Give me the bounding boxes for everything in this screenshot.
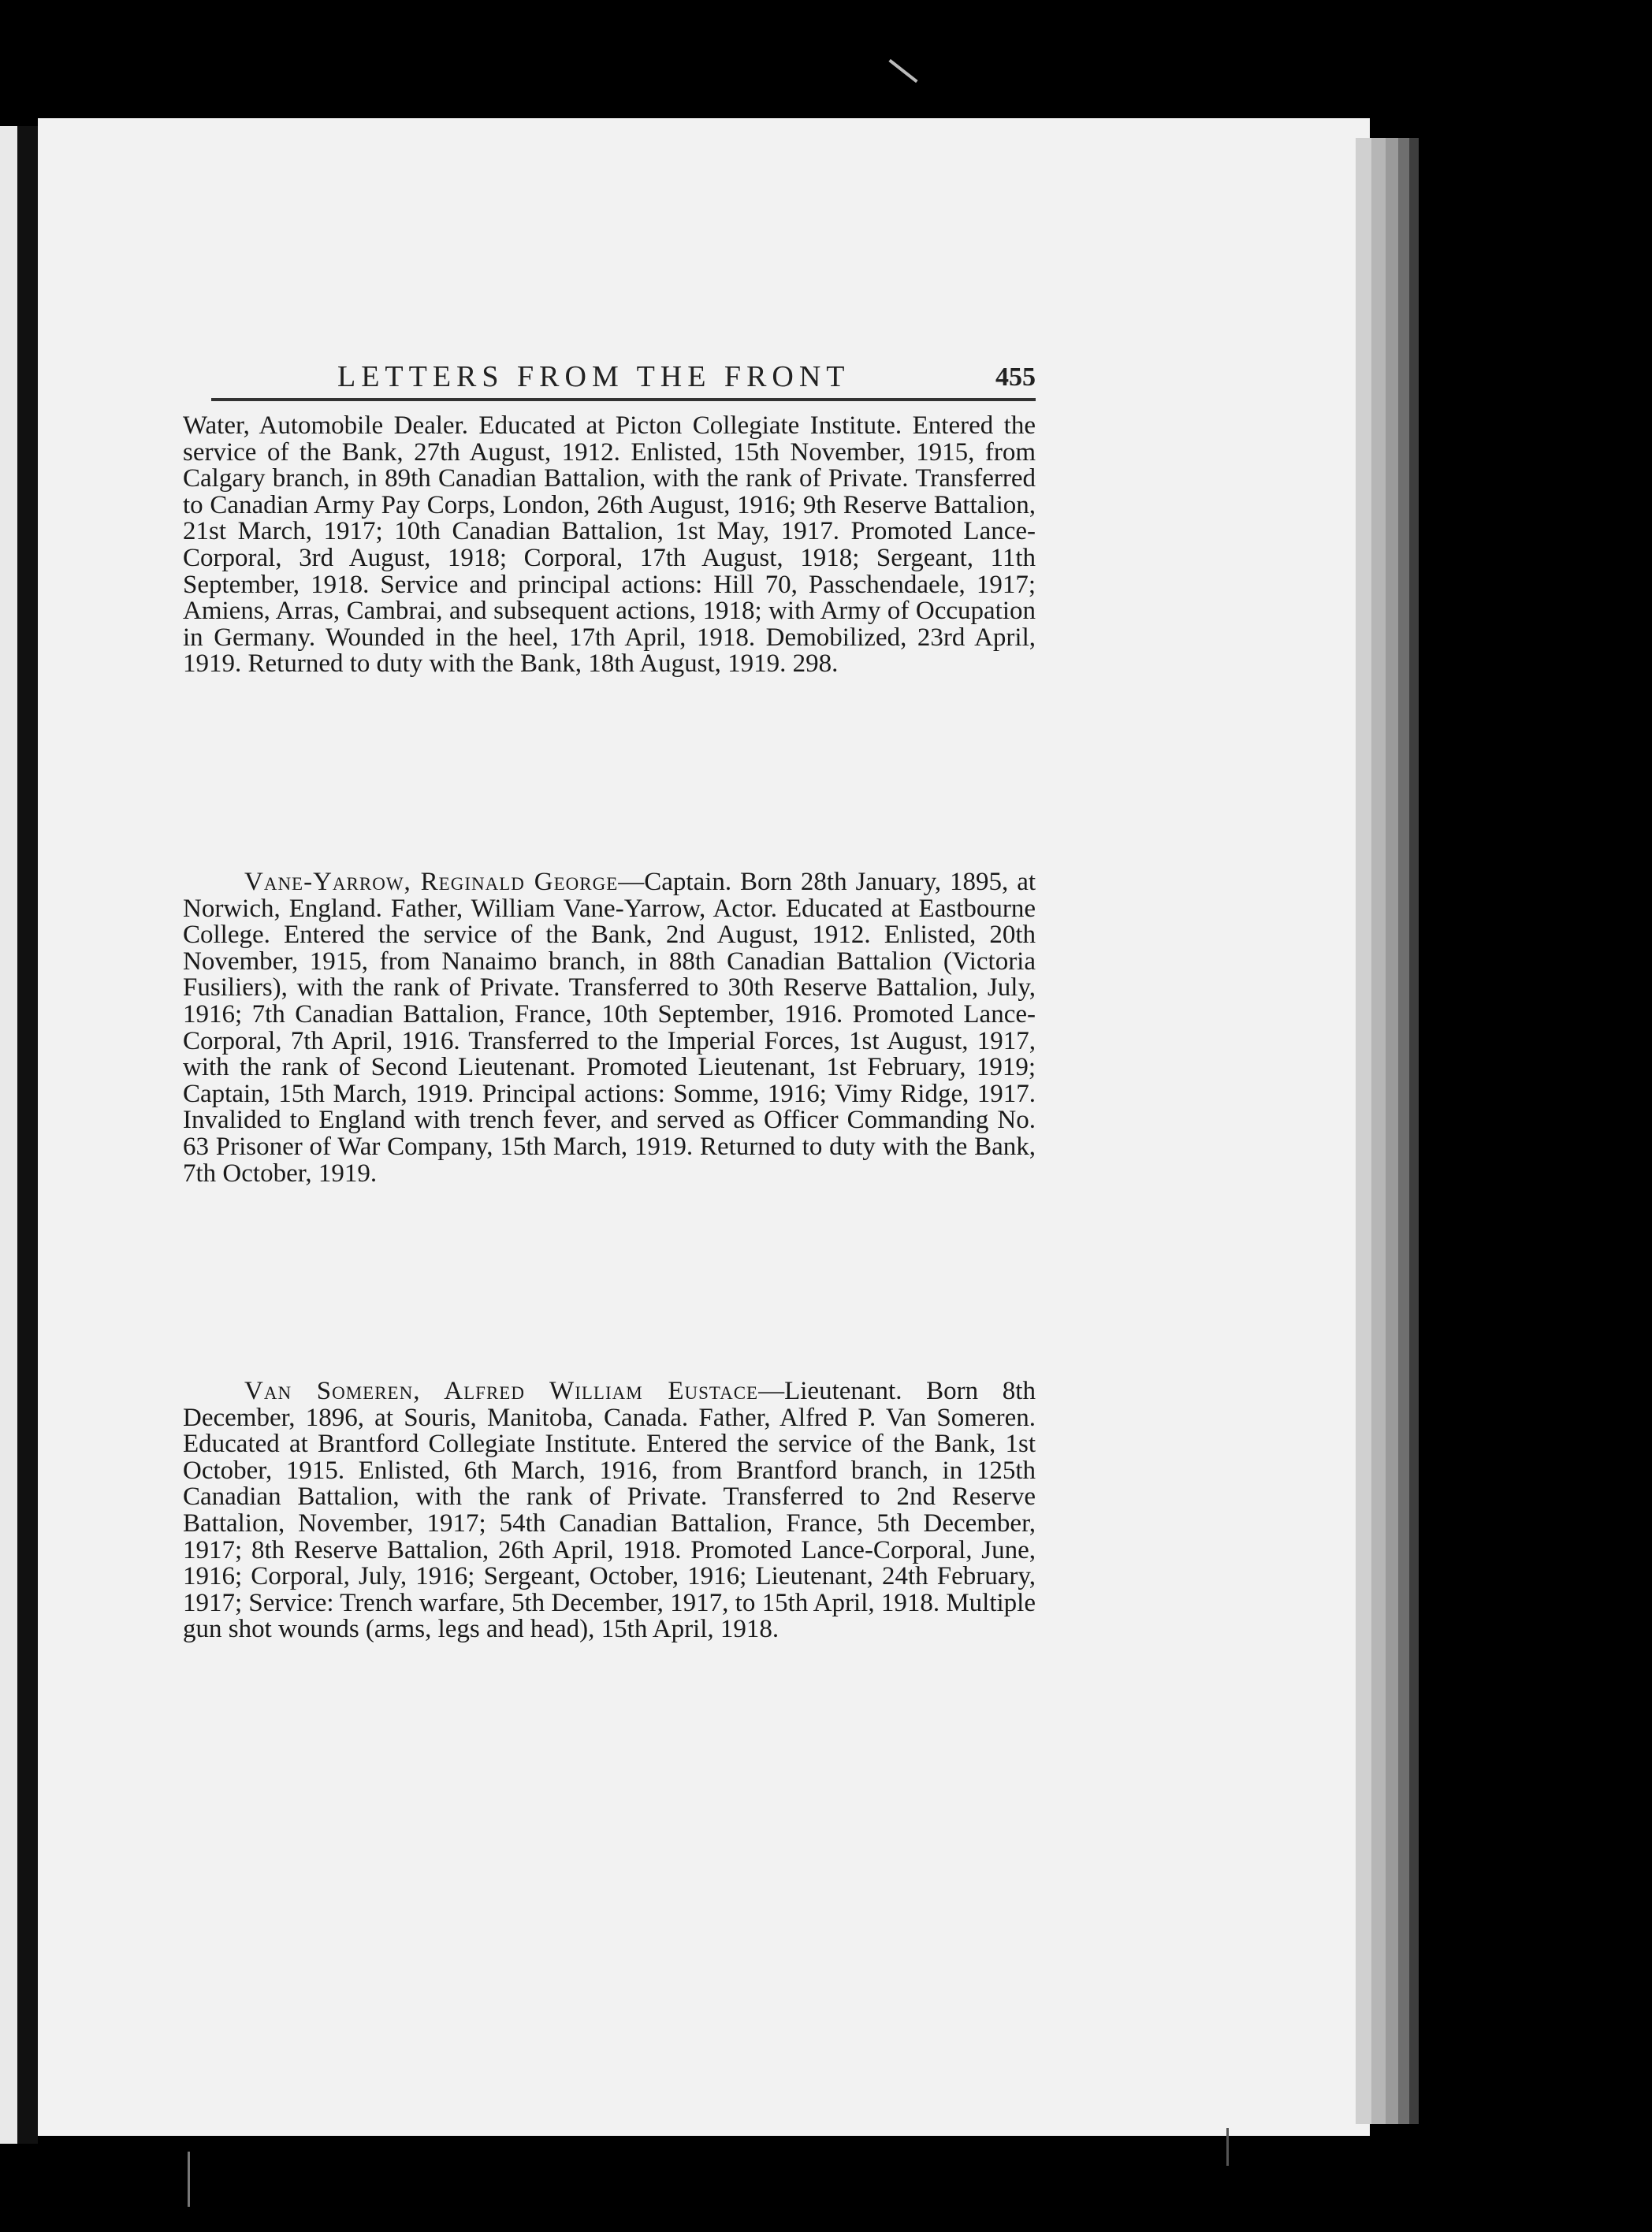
entry-text: —Captain. Born 28th January, 1895, at Norwich, England. Father, William Vane-Yarrow, Actor. Educated at Eastbourne College. Entered the service of the Bank, 2nd August, 1912. Enlisted, 20th November, 1915, from Nanaimo branch, in 88th Canadian Battalion (Victoria Fusiliers), with the rank of Private. Transferred to 30th Reserve Battalion, July, 1916; 7th Canadian Battalion, France, 10th September, 1916. Promoted Lance-Corporal, 7th April, 1916. Transferred to the Imperial Forces, 1st August, 1917, with the rank of Second Lieutenant. Promoted Lieutenant, 1st February, 1919; Captain, 15th March, 1919. Principal actions: Somme, 1916; Vimy Ridge, 1917. Invalided to England with trench fever, and served as Officer Commanding No. 63 Prisoner of War Company, 15th March, 1919. Returned to duty with the Bank, 7th October, 1919. [183, 868, 1036, 1188]
page-edge-stack [1356, 138, 1371, 2124]
biography-entry [183, 869, 1036, 1187]
entry-text: Water, Automobile Dealer. Educated at Picton Collegiate Institute. Entered the service of the Bank, 27th August, 1912. Enlisted, 15th November, 1915, from Calgary branch, in 89th Canadian Battalion, with the rank of Private. Transferred to Canadian Army Pay Corps, London, 26th August, 1916; 9th Reserve Battalion, 21st March, 1917; 10th Canadian Battalion, 1st May, 1917. Promoted Lance-Corporal, 3rd August, 1918; Corporal, 17th August, 1918; Sergeant, 11th September, 1918. Service and principal actions: Hill 70, Passchendaele, 1917; Amiens, Arras, Cambrai, and subsequent actions, 1918; with Army of Occupation in Germany. Wounded in the heel, 17th April, 1918. Demobilized, 23rd April, 1919. Returned to duty with the Bank, 18th August, 1919. 298. [183, 411, 1036, 679]
entry-paragraph [183, 413, 1036, 678]
entry-name: Vane-Yarrow, Reginald George [244, 868, 619, 896]
page-edge-stack [1409, 138, 1419, 2124]
entry-paragraph [183, 1378, 1036, 1643]
entry-paragraph [183, 869, 1036, 1187]
page-number: 455 [995, 363, 1036, 392]
entry-text: —Lieutenant. Born 8th December, 1896, at Souris, Manitoba, Canada. Father, Alfred P. Van Someren. Educated at Brantford Collegiate Institute. Entered the service of the Bank, 1st October, 1915. Enlisted, 6th March, 1916, from Brantford branch, in 125th Canadian Battalion, with the rank of Private. Transferred to 2nd Reserve Battalion, November, 1917; 54th Canadian Battalion, France, 5th December, 1917; 8th Reserve Battalion, 26th April, 1918. Promoted Lance-Corporal, June, 1916; Corporal, July, 1916; Sergeant, October, 1916; Lieutenant, 24th February, 1917; Service: Trench warfare, 5th December, 1917, to 15th April, 1918. Multiple gun shot wounds (arms, legs and head), 15th April, 1918. [183, 1377, 1036, 1644]
scan-mark [1226, 2128, 1229, 2166]
header-rule [211, 398, 1036, 401]
page-edge-stack [1371, 138, 1386, 2124]
running-title: LETTERS FROM THE FRONT [337, 360, 850, 393]
facing-page-edge [0, 126, 17, 2144]
biography-entry [183, 413, 1036, 678]
page-edge-stack [1386, 138, 1398, 2124]
biography-entry [183, 1378, 1036, 1643]
page-edge-stack [1398, 138, 1409, 2124]
running-head [211, 359, 1036, 394]
gutter-shadow [17, 126, 38, 2144]
scan-mark [188, 2152, 190, 2207]
entry-name: Van Someren, Alfred William Eustace [244, 1377, 759, 1405]
